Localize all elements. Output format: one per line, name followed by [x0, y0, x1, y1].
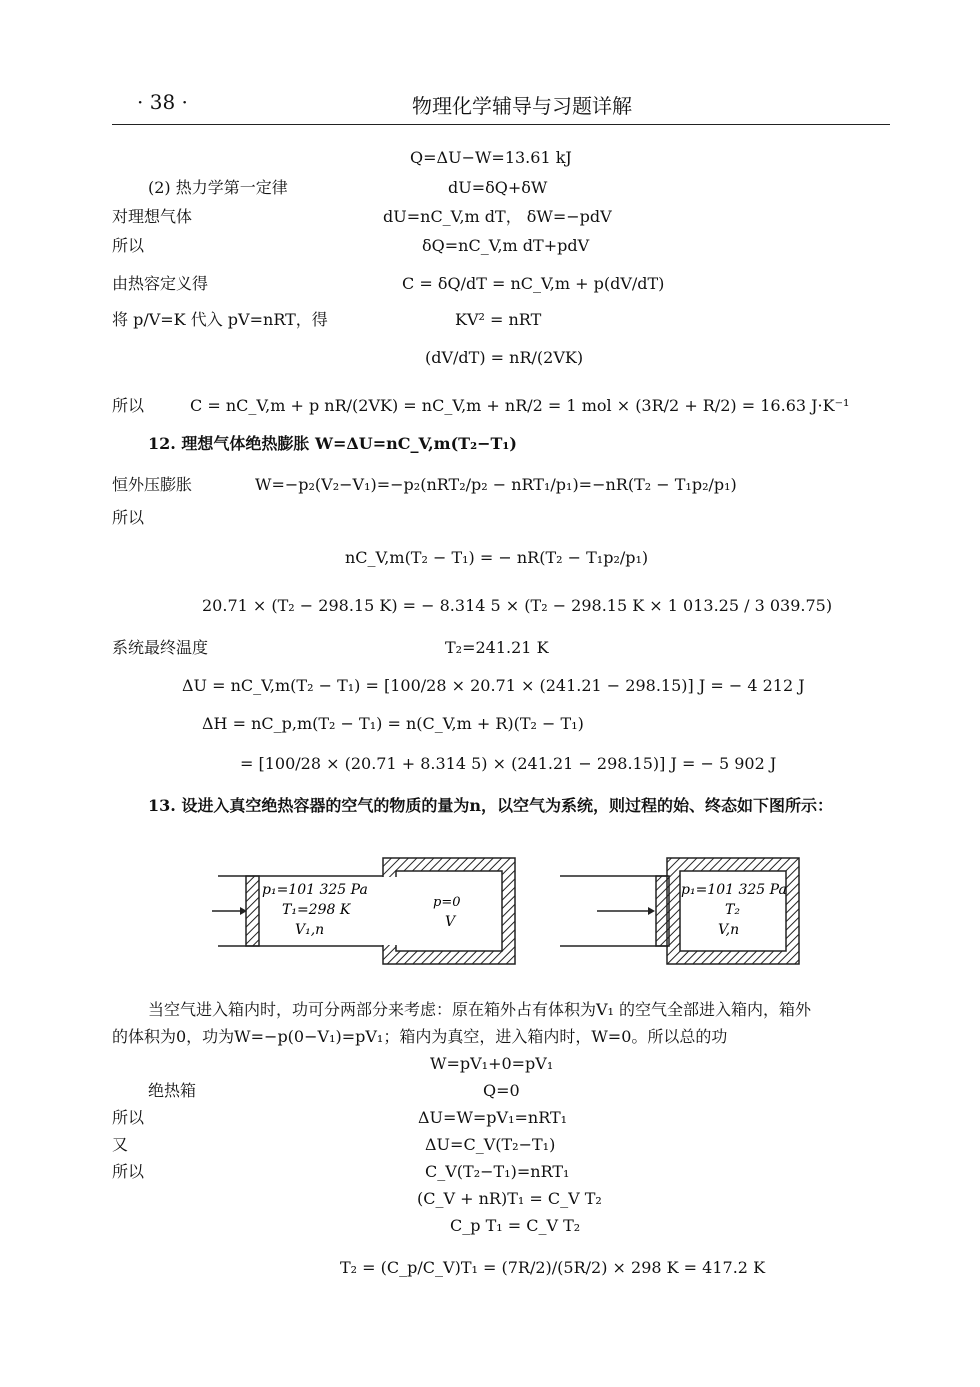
- piston: [656, 876, 669, 946]
- problem-13-heading: 13. 设进入真空绝热容器的空气的物质的量为n，以空气为系统，则过程的始、终态如下图所示：: [148, 796, 834, 815]
- paragraph-line-1: 当空气进入箱内时，功可分两部分来考虑：原在箱外占有体积为V₁ 的空气全部进入箱内，箱外: [148, 1000, 812, 1019]
- left-volume: V₁,n: [295, 922, 325, 938]
- label-constant-external: 恒外压膨胀: [112, 475, 193, 494]
- equation-t2-final: T₂ = (C_p/C_V)T₁ = (7R/2)/(5R/2) × 298 K = 417.2 K: [340, 1258, 766, 1277]
- equation-t2: T₂=241.21 K: [445, 638, 549, 657]
- equation-du-cv: ΔU=C_V(T₂−T₁): [425, 1135, 556, 1154]
- equation-w-total: W=pV₁+0=pV₁: [430, 1054, 554, 1073]
- equation-delta-h: ΔH = nC_p,m(T₂ − T₁) = n(C_V,m + R)(T₂ − T₁): [202, 714, 584, 733]
- label-heat-capacity: 由热容定义得: [112, 274, 209, 293]
- equation-dvdt: (dV/dT) = nR/(2VK): [425, 348, 584, 367]
- label-substitute: 将 p/V=K 代入 pV=nRT，得: [112, 310, 328, 329]
- label-so: 所以: [112, 1162, 145, 1181]
- label-so: 所以: [112, 396, 145, 415]
- equation-dq: δQ=nC_V,m dT+pdV: [422, 236, 590, 255]
- equation-ideal: dU=nC_V,m dT， δW=−pdV: [383, 207, 612, 226]
- equation-q-zero: Q=0: [483, 1081, 520, 1100]
- running-title: 物理化学辅导与习题详解: [412, 94, 632, 118]
- equation-numeric: 20.71 × (T₂ − 298.15 K) = − 8.314 5 × (T₂ − 298.15 K × 1 013.25 / 3 039.75): [202, 596, 833, 615]
- equation-q: Q=ΔU−W=13.61 kJ: [410, 148, 572, 167]
- box-opening: [382, 877, 397, 945]
- label-ideal-gas: 对理想气体: [112, 207, 193, 226]
- label-final-temperature: 系统最终温度: [112, 638, 209, 657]
- paragraph-line-2: 的体积为0，功为W=−p(0−V₁)=pV₁；箱内为真空，进入箱内时，W=0。所以总的功: [112, 1027, 728, 1046]
- equation-w: W=−p₂(V₂−V₁)=−p₂(nRT₂/p₂ − nRT₁/p₁)=−nR(T₂ − T₁p₂/p₁): [255, 475, 737, 494]
- header-rule: [112, 124, 890, 125]
- equation-kv: KV² = nRT: [455, 310, 542, 329]
- box-interior: [396, 871, 502, 951]
- equation-balance: nC_V,m(T₂ − T₁) = − nR(T₂ − T₁p₂/p₁): [345, 548, 649, 567]
- push-arrow-head: [648, 907, 655, 915]
- process-diagram: [0, 850, 980, 980]
- piston: [246, 876, 259, 946]
- box-pressure: p=0: [433, 895, 461, 910]
- equation-c-final: C = nC_V,m + p nR/(2VK) = nC_V,m + nR/2 = 1 mol × (3R/2 + R/2) = 16.63 J·K⁻¹: [190, 396, 850, 415]
- right-volume: V,n: [718, 922, 740, 938]
- right-pressure: p₁=101 325 Pa: [681, 882, 787, 898]
- label-adiabatic-box: 绝热箱: [148, 1081, 197, 1100]
- equation-cp: C_p T₁ = C_V T₂: [450, 1216, 581, 1235]
- equation-delta-u: ΔU = nC_V,m(T₂ − T₁) = [100/28 × 20.71 × (241.21 − 298.15)] J = − 4 212 J: [182, 676, 805, 695]
- equation-delta-h-value: = [100/28 × (20.71 + 8.314 5) × (241.21 − 298.15)] J = − 5 902 J: [240, 754, 777, 773]
- left-temperature: T₁=298 K: [282, 902, 351, 918]
- left-pressure: p₁=101 325 Pa: [262, 882, 368, 898]
- equation-du: dU=δQ+δW: [448, 178, 548, 197]
- equation-c: C = δQ/dT = nC_V,m + p(dV/dT): [402, 274, 665, 293]
- box-volume: V: [445, 914, 456, 930]
- page-number: · 38 ·: [137, 90, 188, 114]
- label-so: 所以: [112, 1108, 145, 1127]
- label-also: 又: [112, 1135, 129, 1154]
- label-so: 所以: [112, 508, 145, 527]
- equation-cv-nr: (C_V + nR)T₁ = C_V T₂: [417, 1189, 602, 1208]
- equation-du-w: ΔU=W=pV₁=nRT₁: [418, 1108, 568, 1127]
- label-so: 所以: [112, 236, 145, 255]
- right-temperature: T₂: [725, 902, 740, 918]
- problem-12-heading: 12. 理想气体绝热膨胀 W=ΔU=nC_V,m(T₂−T₁): [148, 434, 517, 453]
- equation-cv-nrt: C_V(T₂−T₁)=nRT₁: [425, 1162, 570, 1181]
- label-first-law: (2) 热力学第一定律: [148, 178, 288, 197]
